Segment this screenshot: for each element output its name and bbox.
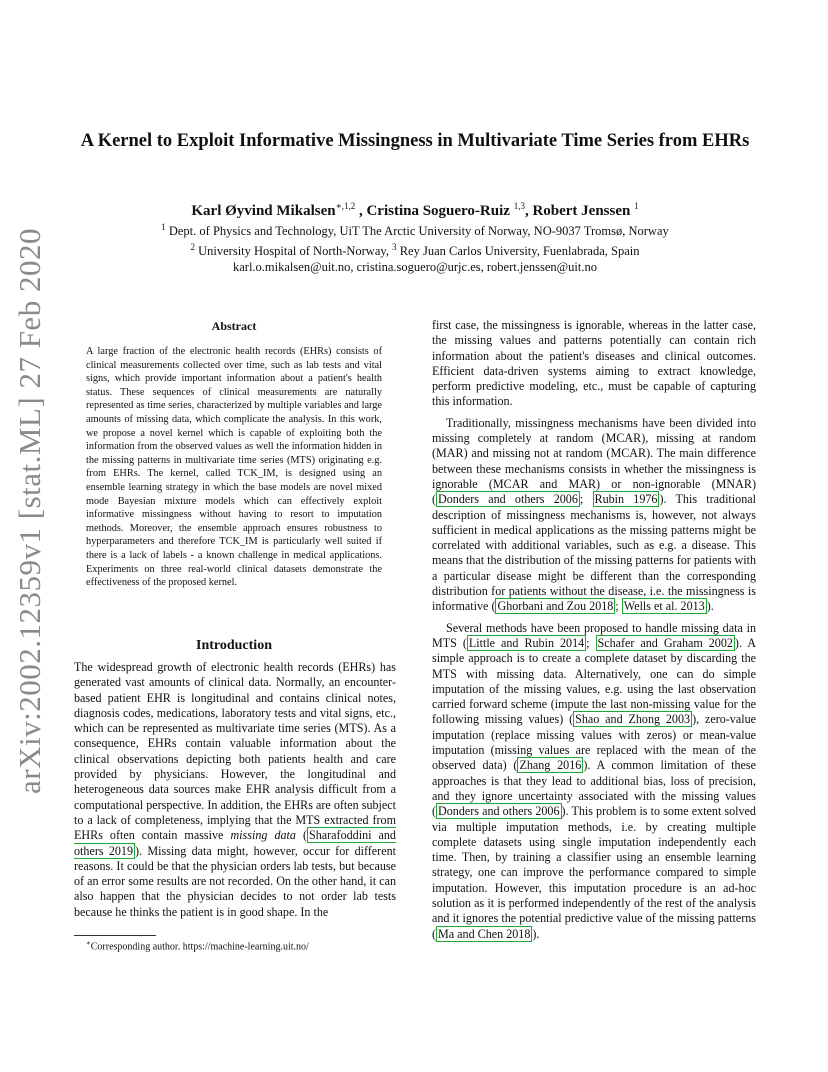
author-emails: karl.o.mikalsen@uit.no, cristina.soguero@urjc.es, robert.jenssen@uit.no <box>233 260 597 275</box>
affiliations <box>80 219 750 275</box>
introduction-left-column: The widespread growth of electronic health records (EHRs) has generated vast amounts of clinical data. Normally, an encounter-based patient EHR is longitudinal and contains clinical notes, diagnosis codes, medications, laboratory tests and vital signs, etc., which can be represented as multivariate time series (MTS). As a consequence, EHRs contain valuable information about the clinical observations depicting both patients health and care provided by physicians. However, the longitudinal and heterogeneous data sources make EHR analysis difficult from a computational perspective. In addition, the EHRs are often subject to a lack of completeness, implying that the MTS extracted from EHRs often contain massive missing data ( Sharafoddini and others 2019 ). Missing data might, however, occur for different reasons. It could be that the physician orders lab tests, but because of an error some results are not recorded. On the other hand, it can also happen that the physician decides to not order lab tests because he thinks the patient is in good shape. In the <box>74 660 396 919</box>
affiliation-line <box>80 239 750 259</box>
author-affil-sup: 1,3 <box>513 201 525 211</box>
citation-link[interactable]: Ghorbani and Zou 2018 <box>497 599 614 614</box>
italic-term: missing data <box>230 828 296 843</box>
affil-text: Rey Juan Carlos University, Fuenlabrada, Spain <box>396 244 640 259</box>
author-name: Cristina Soguero-Ruiz <box>366 203 510 219</box>
introduction-heading: Introduction <box>196 638 272 653</box>
citation-link[interactable]: Donders and others 2006 <box>438 804 560 819</box>
author-affil-sup: 1 <box>634 201 639 211</box>
author-affil-sup: ∗,1,2 <box>335 201 356 211</box>
footnote-text: Corresponding author. https://machine-learning.uit.no/ <box>90 941 309 953</box>
body-text: ). <box>532 926 540 941</box>
citation-link[interactable]: Rubin 1976 <box>594 492 658 507</box>
affil-text: University Hospital of North-Norway, <box>195 244 393 259</box>
paragraph: Traditionally, missingness mechanisms have been divided into missing completely at random (MCAR), missing at random (MAR) and missing not at random (MCAR). The main difference between these mechanisms consists in whether the missingness is ignorable (MCAR and MAR) or non-ignorable (MNAR) ( Donders and others 2006 ; Rubin 1976 ). This traditional description of missingness mechanisms is, however, not always sufficient in medical applications as the missing patterns might be correlated with additional variables, such as e.g. a disease. This means that the distribution of the missing patterns for patients with a particular disease might be different than the corresponding distribution for patients without the disease, i.e. the missingness is informative ( Ghorbani and Zou 2018 ; Wells et al. 2013 ). <box>432 415 756 614</box>
author-name: Karl Øyvind Mikalsen <box>191 203 336 219</box>
citation-link[interactable]: Little and Rubin 2014 <box>468 635 585 650</box>
author-separator: , <box>524 203 533 219</box>
arxiv-identifier: arXiv:2002.12359v1 [stat.ML] 27 Feb 2020 <box>12 228 48 794</box>
author-name: Robert Jenssen <box>532 203 631 219</box>
footnote-rule <box>74 935 156 936</box>
affil-sup: 3 <box>392 242 397 253</box>
footnote-mark: ∗ <box>86 939 91 947</box>
paragraph: Several methods have been proposed to handle missing data in MTS ( Little and Rubin 2014 ; Schafer and Graham 2002 ). A simple approach is to create a complete dataset by discarding the MTS with missing data. Alternatively, one can do simple imputation of the missing values, e.g. using the last observation carried forward scheme (impute the last non-missing value for the following missing values) ( Shao and Zhong 2003 ), zero-value imputation (replace missing values with zeros) or mean-value imputation (missing values are replaced with the mean of the observed data) ( Zhang 2016 ). A common limitation of these approaches is that they lead to additional bias, loss of precision, and they ignore uncertainty associated with the missing values ( Donders and others 2006 ). This problem is to some extent solved via multiple imputation methods, i.e. by creating multiple complete datasets using single imputation independently each time. Then, by training a classifier using an ensemble learning strategy, one can improve the performance compared to simple imputation. However, this imputation procedure is an ad-hoc solution as it is performed independently of the rest of the analysis and it ignores the potential predictive value of the missing patterns ( Ma and Chen 2018 ). <box>432 620 757 941</box>
citation-link[interactable]: Schafer and Graham 2002 <box>597 635 733 650</box>
body-text: ). This traditional description of missingness mechanisms is, however, not always sufficient in medical applications as the missing patterns might be correlated with additional variables, such as e.g. a disease. This means that the distribution of the missing patterns for patients with a particular disease might be different than the corresponding distribution for patients without the disease, i.e. the missingness is informative ( <box>432 492 756 614</box>
citation-link[interactable]: Wells et al. 2013 <box>623 599 705 614</box>
affiliation-line <box>80 219 750 239</box>
citation-link[interactable]: Shao and Zhong 2003 <box>575 712 691 727</box>
body-text: Traditionally, missingness mechanisms have been divided into missing completely at random (MCAR), missing at random (MAR) and missing not at random (MCAR). The main difference between these mechanisms consists in whether the missingness is ignorable (MCAR and MAR) or non-ignorable (MNAR) ( <box>432 415 756 507</box>
abstract-body: A large fraction of the electronic health records (EHRs) consists of clinical measurements collected over time, such as lab tests and vital signs, which provide important information about a patient's health status. These sequences of clinical measurements are naturally represented as time series, characterized by multiple variables and large amounts of missing data, which complicate the analysis. In this work, we propose a novel kernel which is capable of exploiting both the information from the observed values as well the information hidden in the missing patterns in multivariate time series (MTS) originating e.g. from EHRs. The kernel, called TCK_IM, is designed using an ensemble learning strategy in which the base models are novel mixed mode Bayesian mixture models which can effectively exploit informative missingness without having to resort to imputation methods. Moreover, the ensemble approach ensures robustness to hyperparameters and therefore TCK_IM is particularly well suited if there is a lack of labels - a known challenge in medical applications. Experiments on three real-world clinical datasets demonstrate the effectiveness of the proposed kernel. <box>86 346 382 589</box>
body-text: Several methods have been proposed to handle missing data in MTS ( <box>432 620 756 650</box>
body-text: ), zero-value imputation (replace missing values with zeros) or mean-value imputation (missing values are replaced with the mean of the observed data) ( <box>432 712 756 773</box>
citation-link[interactable]: Zhang 2016 <box>519 758 582 773</box>
body-text: The widespread growth of electronic health records (EHRs) has generated vast amounts of clinical data. Normally, an encounter-based patient EHR is longitudinal and contains clinical notes, diagnosis codes, medications, laboratory tests and vital signs, etc., which can be represented as multivariate time series (MTS). As a consequence, EHRs contain valuable information about the clinical observations depicting both patients health and care provided by physicians. However, the longitudinal and heterogeneous data sources make EHR analysis difficult from a computational perspective. In addition, the EHRs are often subject to a lack of completeness, implying that the MTS extracted from EHRs often contain massive <box>74 660 396 843</box>
body-text: ). A simple approach is to create a complete dataset by discarding the MTS with missing data. Alternatively, one can do simple imputation of the missing values, e.g. using the last observation carried forward scheme (impute the last non-missing value for the following missing values) ( <box>432 635 757 727</box>
right-column <box>432 318 756 942</box>
body-text: ). <box>706 599 714 614</box>
affil-sup: 1 <box>161 222 166 232</box>
body-text: ). This problem is to some extent solved via multiple imputation methods, i.e. by creating multiple complete datasets using single imputation independently each time. Then, by training a classifier using an ensemble learning strategy, one can improve the performance compared to simple imputation. However, this imputation procedure is an ad-hoc solution as it is performed independently of the rest of the analysis and it ignores the potential predictive value of the missing patterns ( <box>432 804 756 941</box>
author-separator: , <box>355 203 367 219</box>
affil-sup: 2 <box>190 242 195 253</box>
footnote <box>86 939 396 952</box>
affil-text: Dept. of Physics and Technology, UiT The Arctic University of Norway, NO-9037 Tromsø, Norway <box>165 224 669 239</box>
author-line <box>80 201 750 220</box>
arxiv-stamp <box>8 228 52 794</box>
paragraph: first case, the missingness is ignorable, whereas in the latter case, the missing values and patterns potentially can contain rich information about the patient's diseases and clinical outcomes. Efficient data-driven systems aiming to extract knowledge, perform predictive modeling, etc., must be capable of capturing this information. <box>432 318 756 409</box>
citation-link[interactable]: Sharafoddini and others 2019 <box>74 828 396 858</box>
citation-link[interactable]: Ma and Chen 2018 <box>438 926 531 941</box>
abstract-heading: Abstract <box>211 319 257 333</box>
paper-title: A Kernel to Exploit Informative Missingness in Multivariate Time Series from EHRs <box>80 131 750 151</box>
body-text: . Missing data might, however, occur for different reasons. It could be that the physician orders lab tests, but because of an error some results are not recorded. On the other hand, it can also happen that the physician decides to not order lab tests because he thinks the patient is in good shape. In the <box>74 843 396 919</box>
body-text: ). A common limitation of these approaches is that they lead to additional bias, loss of precision, and they ignore uncertainty associated with the missing values ( <box>432 758 756 819</box>
citation-link[interactable]: Donders and others 2006 <box>438 492 578 507</box>
